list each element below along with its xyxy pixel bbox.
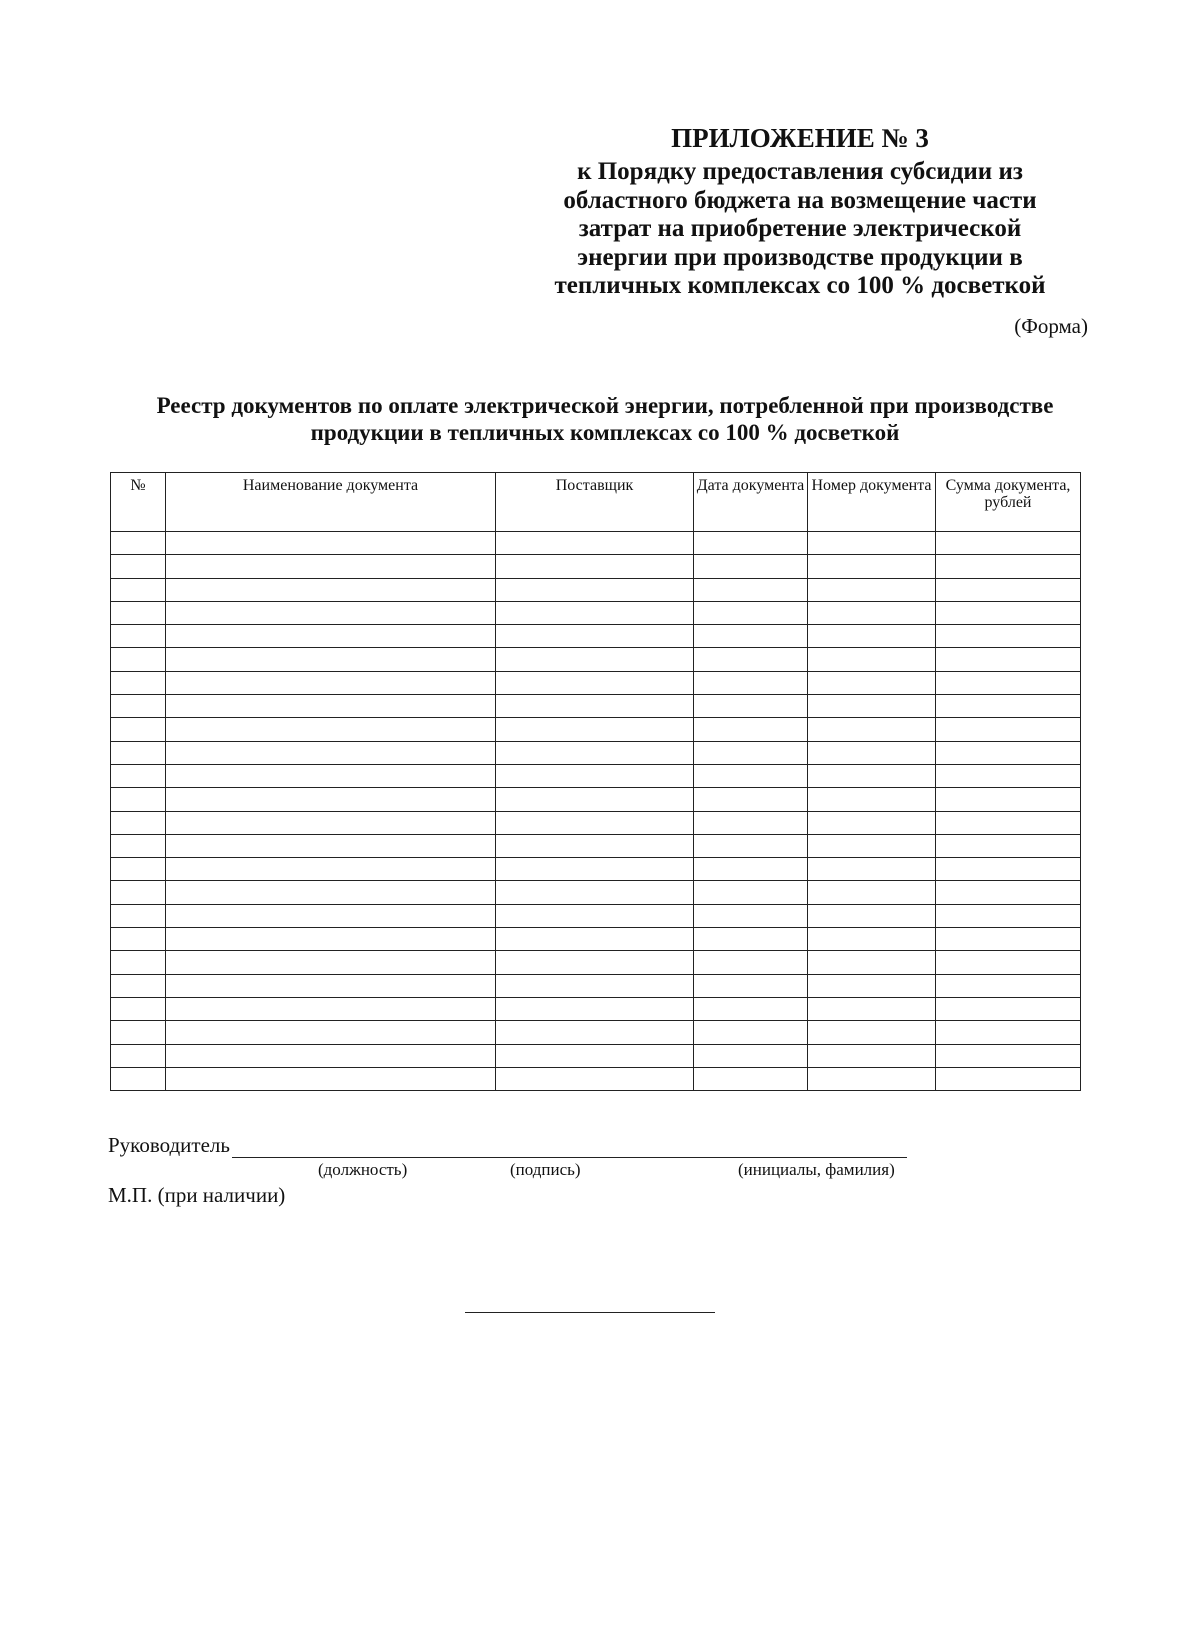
table-cell[interactable] bbox=[166, 834, 496, 857]
table-cell[interactable] bbox=[936, 648, 1081, 671]
table-row bbox=[111, 788, 1081, 811]
table-cell[interactable] bbox=[111, 788, 166, 811]
table-row bbox=[111, 858, 1081, 881]
table-cell[interactable] bbox=[936, 1067, 1081, 1090]
column-header-document-date: Дата документа bbox=[694, 473, 808, 532]
table-cell[interactable] bbox=[694, 578, 808, 601]
table-cell[interactable] bbox=[694, 974, 808, 997]
table-cell[interactable] bbox=[166, 764, 496, 787]
table-cell[interactable] bbox=[808, 1067, 936, 1090]
table-cell[interactable] bbox=[496, 997, 694, 1020]
table-cell[interactable] bbox=[166, 1021, 496, 1044]
table-cell[interactable] bbox=[808, 997, 936, 1020]
table-row bbox=[111, 764, 1081, 787]
table-row bbox=[111, 695, 1081, 718]
table-cell[interactable] bbox=[496, 648, 694, 671]
table-cell[interactable] bbox=[166, 718, 496, 741]
column-header-document-amount: Сумма документа, рублей bbox=[936, 473, 1081, 532]
table-cell[interactable] bbox=[936, 718, 1081, 741]
table-cell[interactable] bbox=[936, 904, 1081, 927]
table-cell[interactable] bbox=[166, 788, 496, 811]
table-cell[interactable] bbox=[111, 881, 166, 904]
table-cell[interactable] bbox=[808, 788, 936, 811]
form-note: (Форма) bbox=[1014, 314, 1088, 338]
table-row bbox=[111, 1044, 1081, 1067]
table-row bbox=[111, 555, 1081, 578]
table-cell[interactable] bbox=[496, 671, 694, 694]
table-cell[interactable] bbox=[694, 858, 808, 881]
table-cell[interactable] bbox=[166, 858, 496, 881]
table-cell[interactable] bbox=[496, 928, 694, 951]
table-cell[interactable] bbox=[694, 695, 808, 718]
table-row bbox=[111, 951, 1081, 974]
table-cell[interactable] bbox=[694, 718, 808, 741]
table-cell[interactable] bbox=[808, 1021, 936, 1044]
table-cell[interactable] bbox=[166, 578, 496, 601]
table-cell[interactable] bbox=[808, 951, 936, 974]
table-cell[interactable] bbox=[936, 695, 1081, 718]
table-cell[interactable] bbox=[111, 601, 166, 624]
table-cell[interactable] bbox=[111, 741, 166, 764]
table-cell[interactable] bbox=[694, 881, 808, 904]
table-cell[interactable] bbox=[936, 974, 1081, 997]
table-cell[interactable] bbox=[808, 648, 936, 671]
table-cell[interactable] bbox=[694, 811, 808, 834]
table-cell[interactable] bbox=[808, 671, 936, 694]
column-header-document-number: Номер документа bbox=[808, 473, 936, 532]
table-cell[interactable] bbox=[496, 1021, 694, 1044]
table-row bbox=[111, 904, 1081, 927]
table-cell[interactable] bbox=[166, 695, 496, 718]
registry-title-line: продукции в тепличных комплексах со 100 % досветкой bbox=[310, 420, 900, 445]
table-cell[interactable] bbox=[936, 811, 1081, 834]
table-cell[interactable] bbox=[111, 695, 166, 718]
table-cell[interactable] bbox=[166, 1044, 496, 1067]
table-cell[interactable] bbox=[936, 601, 1081, 624]
table-cell[interactable] bbox=[808, 555, 936, 578]
table-cell[interactable] bbox=[166, 532, 496, 555]
head-label: Руководитель bbox=[108, 1133, 230, 1157]
table-cell[interactable] bbox=[808, 974, 936, 997]
table-cell[interactable] bbox=[111, 904, 166, 927]
table-cell[interactable] bbox=[111, 671, 166, 694]
table-cell[interactable] bbox=[496, 881, 694, 904]
table-row bbox=[111, 741, 1081, 764]
head-signature-row bbox=[108, 1128, 1008, 1158]
table-cell[interactable] bbox=[166, 997, 496, 1020]
table-cell[interactable] bbox=[111, 718, 166, 741]
registry-table bbox=[110, 472, 1081, 1091]
table-cell[interactable] bbox=[694, 764, 808, 787]
table-cell[interactable] bbox=[496, 834, 694, 857]
table-cell[interactable] bbox=[808, 718, 936, 741]
table-cell[interactable] bbox=[166, 601, 496, 624]
table-cell[interactable] bbox=[694, 532, 808, 555]
table-row bbox=[111, 1021, 1081, 1044]
table-cell[interactable] bbox=[936, 997, 1081, 1020]
table-row bbox=[111, 625, 1081, 648]
table-cell[interactable] bbox=[808, 904, 936, 927]
table-cell[interactable] bbox=[496, 601, 694, 624]
table-cell[interactable] bbox=[808, 764, 936, 787]
column-header-supplier: Поставщик bbox=[496, 473, 694, 532]
table-cell[interactable] bbox=[808, 532, 936, 555]
table-cell[interactable] bbox=[694, 1044, 808, 1067]
table-row bbox=[111, 1067, 1081, 1090]
table-cell[interactable] bbox=[111, 764, 166, 787]
table-cell[interactable] bbox=[694, 928, 808, 951]
table-cell[interactable] bbox=[496, 974, 694, 997]
table-cell[interactable] bbox=[496, 788, 694, 811]
table-cell[interactable] bbox=[936, 788, 1081, 811]
table-cell[interactable] bbox=[808, 1044, 936, 1067]
table-cell[interactable] bbox=[111, 834, 166, 857]
head-signature-line[interactable] bbox=[232, 1135, 907, 1158]
table-cell[interactable] bbox=[496, 555, 694, 578]
table-cell[interactable] bbox=[694, 741, 808, 764]
registry-header-row bbox=[111, 473, 1081, 532]
table-cell[interactable] bbox=[936, 1044, 1081, 1067]
table-row bbox=[111, 578, 1081, 601]
table-row bbox=[111, 601, 1081, 624]
table-row bbox=[111, 718, 1081, 741]
table-row bbox=[111, 881, 1081, 904]
table-cell[interactable] bbox=[496, 718, 694, 741]
table-cell[interactable] bbox=[936, 741, 1081, 764]
table-cell[interactable] bbox=[808, 858, 936, 881]
table-cell[interactable] bbox=[694, 601, 808, 624]
table-row bbox=[111, 997, 1081, 1020]
table-cell[interactable] bbox=[694, 788, 808, 811]
appendix-reference-line: энергии при производстве продукции в bbox=[577, 243, 1023, 271]
table-cell[interactable] bbox=[496, 578, 694, 601]
table-cell[interactable] bbox=[808, 741, 936, 764]
table-cell[interactable] bbox=[111, 555, 166, 578]
table-row bbox=[111, 974, 1081, 997]
table-cell[interactable] bbox=[808, 601, 936, 624]
table-cell[interactable] bbox=[694, 997, 808, 1020]
table-cell[interactable] bbox=[111, 928, 166, 951]
appendix-header bbox=[510, 122, 1090, 301]
registry-title bbox=[110, 392, 1100, 446]
table-cell[interactable] bbox=[496, 951, 694, 974]
appendix-reference-line: затрат на приобретение электрической bbox=[578, 215, 1022, 242]
table-cell[interactable] bbox=[936, 951, 1081, 974]
table-cell[interactable] bbox=[111, 625, 166, 648]
table-row bbox=[111, 811, 1081, 834]
table-cell[interactable] bbox=[496, 764, 694, 787]
table-cell[interactable] bbox=[936, 764, 1081, 787]
table-cell[interactable] bbox=[694, 671, 808, 694]
table-cell[interactable] bbox=[496, 811, 694, 834]
table-cell[interactable] bbox=[166, 625, 496, 648]
table-cell[interactable] bbox=[694, 1067, 808, 1090]
table-cell[interactable] bbox=[496, 625, 694, 648]
table-cell[interactable] bbox=[111, 811, 166, 834]
table-cell[interactable] bbox=[111, 532, 166, 555]
table-cell[interactable] bbox=[111, 858, 166, 881]
table-cell[interactable] bbox=[111, 1067, 166, 1090]
column-header-document-name: Наименование документа bbox=[166, 473, 496, 532]
registry-table-body bbox=[111, 532, 1081, 1091]
table-cell[interactable] bbox=[166, 881, 496, 904]
table-cell[interactable] bbox=[111, 951, 166, 974]
table-cell[interactable] bbox=[808, 881, 936, 904]
table-cell[interactable] bbox=[496, 904, 694, 927]
table-cell[interactable] bbox=[166, 928, 496, 951]
appendix-reference-line: к Порядку предоставления субсидии из bbox=[577, 158, 1023, 185]
table-cell[interactable] bbox=[936, 1021, 1081, 1044]
table-cell[interactable] bbox=[111, 648, 166, 671]
table-cell[interactable] bbox=[111, 1044, 166, 1067]
table-cell[interactable] bbox=[808, 695, 936, 718]
table-cell[interactable] bbox=[936, 555, 1081, 578]
table-cell[interactable] bbox=[694, 904, 808, 927]
table-cell[interactable] bbox=[808, 578, 936, 601]
table-cell[interactable] bbox=[111, 578, 166, 601]
table-cell[interactable] bbox=[111, 997, 166, 1020]
table-row bbox=[111, 928, 1081, 951]
table-cell[interactable] bbox=[694, 951, 808, 974]
registry-title-line: Реестр документов по оплате электрической энергии, потребленной при производстве bbox=[156, 393, 1054, 418]
table-cell[interactable] bbox=[936, 881, 1081, 904]
table-cell[interactable] bbox=[496, 1067, 694, 1090]
table-row bbox=[111, 648, 1081, 671]
table-row bbox=[111, 532, 1081, 555]
table-cell[interactable] bbox=[694, 834, 808, 857]
table-cell[interactable] bbox=[694, 625, 808, 648]
table-cell[interactable] bbox=[694, 648, 808, 671]
table-cell[interactable] bbox=[694, 555, 808, 578]
appendix-title: ПРИЛОЖЕНИЕ № 3 bbox=[671, 123, 929, 153]
table-cell[interactable] bbox=[808, 834, 936, 857]
stamp-place: М.П. (при наличии) bbox=[108, 1183, 286, 1207]
table-cell[interactable] bbox=[936, 834, 1081, 857]
signature-hints bbox=[108, 1158, 1008, 1182]
appendix-reference-line: областного бюджета на возмещение части bbox=[563, 186, 1037, 214]
table-cell[interactable] bbox=[166, 671, 496, 694]
table-cell[interactable] bbox=[166, 904, 496, 927]
signature-block bbox=[108, 1128, 1008, 1208]
table-cell[interactable] bbox=[496, 858, 694, 881]
table-cell[interactable] bbox=[166, 811, 496, 834]
table-cell[interactable] bbox=[166, 741, 496, 764]
table-cell[interactable] bbox=[936, 578, 1081, 601]
table-cell[interactable] bbox=[496, 532, 694, 555]
appendix-reference-line: тепличных комплексах со 100 % досветкой bbox=[554, 272, 1046, 299]
hint-position: (должность) bbox=[318, 1160, 408, 1179]
end-line bbox=[465, 1312, 715, 1313]
table-cell[interactable] bbox=[936, 671, 1081, 694]
table-cell[interactable] bbox=[496, 741, 694, 764]
table-cell[interactable] bbox=[936, 928, 1081, 951]
table-cell[interactable] bbox=[936, 858, 1081, 881]
table-cell[interactable] bbox=[936, 625, 1081, 648]
table-cell[interactable] bbox=[166, 974, 496, 997]
appendix-reference bbox=[510, 158, 1090, 301]
registry-table-header bbox=[111, 473, 1081, 532]
table-cell[interactable] bbox=[111, 974, 166, 997]
table-cell[interactable] bbox=[936, 532, 1081, 555]
hint-signature: (подпись) bbox=[510, 1160, 581, 1179]
table-cell[interactable] bbox=[111, 1021, 166, 1044]
table-cell[interactable] bbox=[166, 1067, 496, 1090]
table-row bbox=[111, 671, 1081, 694]
table-cell[interactable] bbox=[166, 555, 496, 578]
column-header-number: № bbox=[111, 473, 166, 532]
table-row bbox=[111, 834, 1081, 857]
table-cell[interactable] bbox=[808, 625, 936, 648]
table-cell[interactable] bbox=[808, 928, 936, 951]
table-cell[interactable] bbox=[808, 811, 936, 834]
table-cell[interactable] bbox=[496, 1044, 694, 1067]
table-cell[interactable] bbox=[166, 648, 496, 671]
table-cell[interactable] bbox=[496, 695, 694, 718]
table-cell[interactable] bbox=[694, 1021, 808, 1044]
table-cell[interactable] bbox=[166, 951, 496, 974]
hint-full-name: (инициалы, фамилия) bbox=[738, 1160, 895, 1179]
